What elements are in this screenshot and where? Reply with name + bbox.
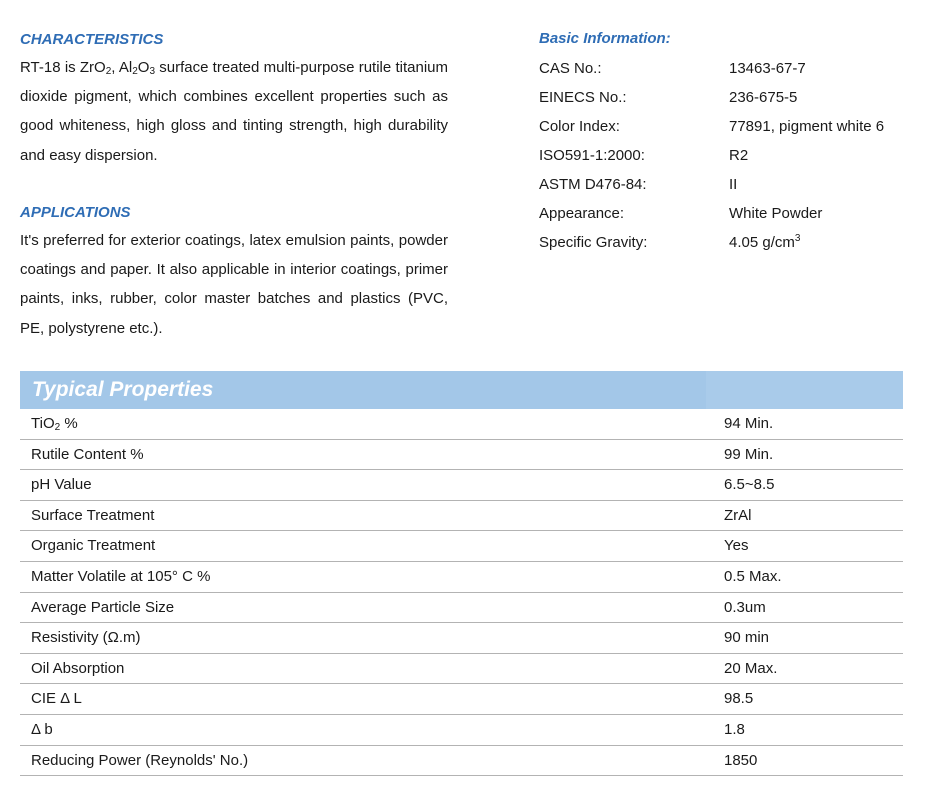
info-value: 4.05 $g/cm^3$ <box>729 233 801 251</box>
table-row <box>20 593 903 624</box>
header-value-cell <box>706 371 903 409</box>
info-row-iso <box>539 147 919 176</box>
property-value: 20 Max. <box>724 659 778 677</box>
property-value: ZrAl <box>724 506 752 524</box>
info-row-color-index <box>539 118 919 147</box>
table-row <box>20 440 903 471</box>
info-value: II <box>729 176 738 193</box>
info-row-astm <box>539 176 919 205</box>
property-name: Surface Treatment <box>31 506 155 524</box>
applications-heading: APPLICATIONS <box>20 204 131 221</box>
info-row-specific-gravity <box>539 234 919 263</box>
table-row <box>20 746 903 777</box>
table-row <box>20 623 903 654</box>
property-name: Matter Volatile at 105° C % <box>31 568 211 585</box>
property-value: 1850 <box>724 751 758 769</box>
info-key: Appearance: <box>539 205 625 222</box>
table-row <box>20 409 903 440</box>
property-name: Oil Absorption <box>31 659 125 677</box>
table-row <box>20 715 903 746</box>
info-key: Color Index: <box>539 118 620 135</box>
property-value: 90 min <box>724 629 770 647</box>
property-name: Organic Treatment <box>31 537 156 555</box>
table-row <box>20 531 903 562</box>
property-name: pH Value <box>31 476 92 494</box>
info-value: R2 <box>729 147 749 164</box>
table-row <box>20 470 903 501</box>
property-value: 0.3um <box>724 598 766 616</box>
applications-text: It's preferred for exterior coatings, latex emulsion paints, powder coatings and paper. It also applicable in interior coatings, primer paints, inks, rubber, color master batches and plastics (PVC, PE, polystyrene etc.). <box>20 232 448 337</box>
info-key: ASTM D476-84: <box>539 176 647 193</box>
property-value: 1.8 <box>724 721 745 738</box>
info-key: Specific Gravity: <box>539 234 648 251</box>
info-value: 236-675-5 <box>729 89 798 106</box>
info-key: ISO591-1:2000: <box>539 147 645 164</box>
info-value: White Powder <box>729 205 823 222</box>
property-name: CIE Δ L <box>31 690 82 708</box>
property-value: 0.5 Max. <box>724 568 782 585</box>
table-row <box>20 562 903 593</box>
property-value: 94 Min. <box>724 415 774 432</box>
property-name: Resistivity (Ω.m) <box>31 629 141 647</box>
info-value: 13463-67-7 <box>729 60 806 77</box>
property-value: Yes <box>724 537 749 555</box>
property-name: Δ b <box>31 721 53 738</box>
characteristics-text: RT-18 is ZrO$_2$, $Al_2O_3$ surface treated multi-purpose rutile titanium dioxide pigment, which combines excellent properties such as good whiteness, high gloss and tinting strength, high durability and easy dispersion. <box>20 59 448 164</box>
table-row <box>20 654 903 685</box>
typical-properties-header <box>20 371 903 409</box>
property-value: 6.5~8.5 <box>724 476 775 494</box>
property-value: 98.5 <box>724 690 754 708</box>
info-value: 77891, pigment white 6 <box>729 118 885 135</box>
info-key: EINECS No.: <box>539 89 627 106</box>
property-name: Average Particle Size <box>31 598 175 616</box>
property-value: 99 Min. <box>724 445 774 463</box>
typical-properties-title: Typical Properties <box>32 378 214 401</box>
table-row <box>20 684 903 715</box>
characteristics-heading: CHARACTERISTICS <box>20 31 164 48</box>
property-name: TiO$_2$ % <box>31 415 78 433</box>
info-row-appearance <box>539 205 919 234</box>
property-name: Rutile Content % <box>31 445 144 463</box>
table-row <box>20 501 903 532</box>
info-row-cas <box>539 60 919 89</box>
info-key: CAS No.: <box>539 60 602 77</box>
info-row-einecs <box>539 89 919 118</box>
property-name: Reducing Power (Reynolds' No.) <box>31 751 249 769</box>
basic-info-heading: Basic Information: <box>539 30 671 47</box>
